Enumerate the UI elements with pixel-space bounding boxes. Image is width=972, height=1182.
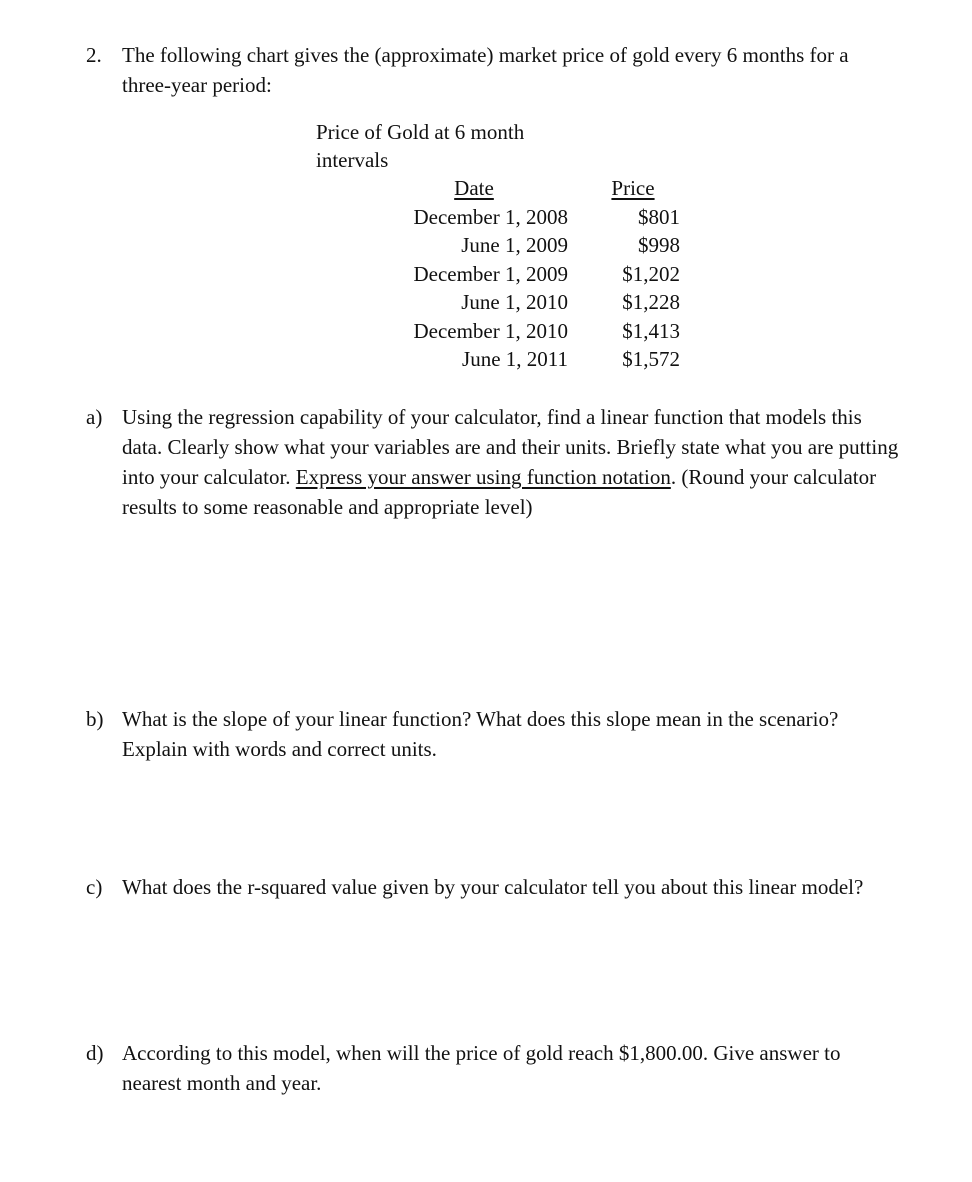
table-row	[340, 345, 680, 374]
table-row	[340, 260, 680, 289]
question-a-text-after: . (Round your calculator results to some reasonable and appropriate level)	[122, 465, 877, 519]
table-title	[316, 118, 616, 174]
question-d-label: d)	[86, 1041, 104, 1065]
row-date: June 1, 2009	[461, 233, 568, 257]
question-d-text: According to this model, when will the price of gold reach $1,800.00. Give answer to nearest month and year.	[122, 1041, 841, 1095]
row-date: December 1, 2008	[413, 204, 568, 229]
row-date: June 1, 2011	[462, 347, 568, 371]
question-a-text-before: Using the regression capability of your calculator, find a linear function that models this data. Clearly show what your variables are and their units. Briefly state what you are putting into your calculator.	[122, 405, 899, 489]
row-price: $801	[638, 204, 680, 229]
row-price: $1,228	[622, 290, 680, 314]
row-date: December 1, 2010	[413, 318, 568, 343]
row-price: $1,413	[622, 318, 680, 343]
problem-number: 2.	[86, 43, 102, 67]
table-title-line1: Price of Gold at 6 month	[316, 120, 525, 144]
row-date: December 1, 2009	[413, 261, 568, 286]
table-header-row	[340, 174, 680, 203]
question-b-label: b)	[86, 707, 104, 731]
problem-text: The following chart gives the (approximate) market price of gold every 6 months for a three-year period:	[122, 43, 849, 97]
table-row	[340, 288, 680, 317]
question-c-label: c)	[86, 875, 103, 899]
header-price: Price	[611, 176, 655, 200]
gold-price-table	[340, 174, 680, 374]
row-price: $1,202	[622, 261, 680, 286]
question-a-label: a)	[86, 405, 103, 429]
row-date: June 1, 2010	[461, 290, 568, 314]
header-date: Date	[454, 176, 494, 200]
table-row	[340, 203, 680, 232]
table-title-line2: intervals	[316, 148, 389, 172]
question-a-text-underlined: Express your answer using function notation	[295, 465, 671, 489]
question-a-text	[122, 402, 902, 522]
table-row	[340, 231, 680, 260]
question-c-text: What does the r-squared value given by your calculator tell you about this linear model?	[122, 875, 864, 899]
row-price: $1,572	[622, 347, 680, 371]
table-row	[340, 317, 680, 346]
question-b-text: What is the slope of your linear function? What does this slope mean in the scenario? Explain with words and correct units.	[122, 707, 839, 761]
row-price: $998	[638, 233, 680, 257]
